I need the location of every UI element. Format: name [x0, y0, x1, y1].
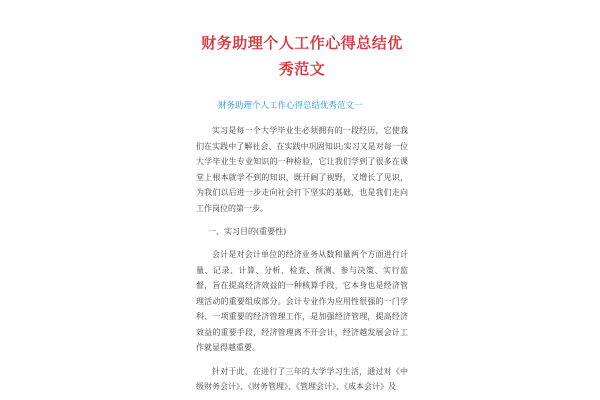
document-title: 财务助理个人工作心得总结优秀范文	[201, 34, 403, 78]
paragraph-study-courses: 针对于此，在进行了三年的大学学习生活，通过对《中级财务会计》、《财务管理》、《管理会计》、《成本会计》及	[196, 366, 408, 391]
document-page	[196, 30, 408, 395]
paragraph-internship-intro: 实习是每一个大学毕业生必须拥有的一段经历，它使我们在实践中了解社会、在实践中巩固知识;实习又是对每一位大学毕业生专业知识的一种检验，它让我们学到了很多在课堂上根本就学不到的知识，既开阔了视野，又增长了见识，为我们以后进一步走向社会打下坚实的基础，也是我们走向工作岗位的第一步。	[196, 126, 408, 213]
paragraph-accounting-definition: 会计是对会计单位的经济业务从数和量两个方面进行计量、记录、计算、分析、检查、预测、参与决策、实行监督，旨在提高经济效益的一种核算手段，它本身也是经济管理活动的重要组成部分。会计专业作为应用性很强的一门学科、一项重要的经济管理工作，是加强经济管理，提高经济效益的重要手段，经济管理离不开会计，经济越发展会计工作就显得越重要。	[196, 250, 408, 352]
section-heading-purpose: 一、实习目的(重要性)	[208, 227, 287, 236]
document-subtitle: 财务助理个人工作心得总结优秀范文一	[218, 101, 363, 111]
